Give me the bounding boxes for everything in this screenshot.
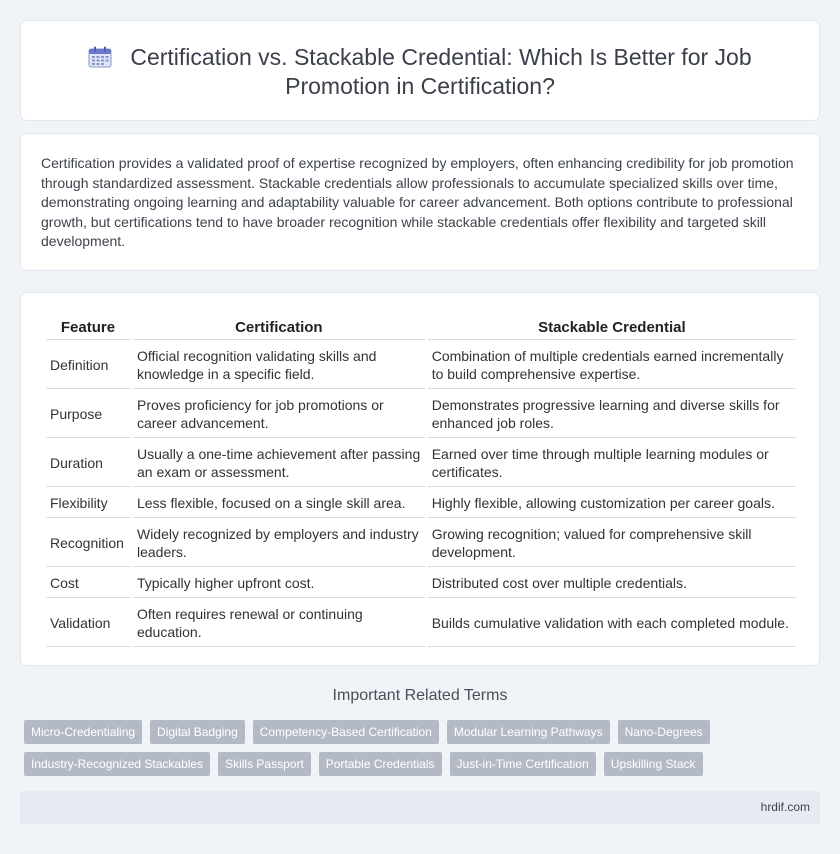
stackable-cell: Combination of multiple credentials earned incrementally to build comprehensive expertise. [428,340,796,389]
tag-industry-recognized-stackables[interactable]: Industry-Recognized Stackables [24,752,210,776]
related-terms-row-1 [24,720,824,744]
certification-cell: Less flexible, focused on a single skill area. [133,487,425,518]
comparison-table [43,315,799,647]
stackable-cell: Growing recognition; valued for comprehensive skill development. [428,518,796,567]
header-feature: Feature [46,315,130,340]
certification-cell: Usually a one-time achievement after passing an exam or assessment. [133,438,425,487]
footer-site[interactable]: hrdif.com [760,800,810,814]
feature-cell: Cost [46,567,130,598]
feature-cell: Flexibility [46,487,130,518]
page-title: Certification vs. Stackable Credential: Which Is Better for Job Promotion in Certification? [130,44,752,99]
stackable-cell: Distributed cost over multiple credentials. [428,567,796,598]
tag-portable-credentials[interactable]: Portable Credentials [319,752,442,776]
table-row [46,598,796,647]
certification-cell: Official recognition validating skills and knowledge in a specific field. [133,340,425,389]
header-certification: Certification [133,315,425,340]
related-terms-row-2 [24,752,824,776]
table-row [46,518,796,567]
related-terms-title: Important Related Terms [332,687,508,704]
summary-card [20,133,820,271]
feature-cell: Definition [46,340,130,389]
feature-cell: Duration [46,438,130,487]
certification-cell: Typically higher upfront cost. [133,567,425,598]
title-card [20,20,820,121]
table-row [46,340,796,389]
stackable-cell: Earned over time through multiple learning modules or certificates. [428,438,796,487]
stackable-cell: Demonstrates progressive learning and diverse skills for enhanced job roles. [428,389,796,438]
calendar-icon [88,46,112,68]
page-title-wrap [61,43,779,101]
comparison-table-card [20,292,820,666]
feature-cell: Validation [46,598,130,647]
stackable-cell: Builds cumulative validation with each completed module. [428,598,796,647]
tag-just-in-time-certification[interactable]: Just-in-Time Certification [450,752,596,776]
tag-digital-badging[interactable]: Digital Badging [150,720,245,744]
footer [20,791,820,824]
table-row [46,438,796,487]
certification-cell: Proves proficiency for job promotions or career advancement. [133,389,425,438]
header-stackable-credential: Stackable Credential [428,315,796,340]
tag-competency-based-certification[interactable]: Competency-Based Certification [253,720,439,744]
certification-cell: Widely recognized by employers and industry leaders. [133,518,425,567]
feature-cell: Purpose [46,389,130,438]
stackable-cell: Highly flexible, allowing customization per career goals. [428,487,796,518]
tag-micro-credentialing[interactable]: Micro-Credentialing [24,720,142,744]
table-row [46,487,796,518]
tag-upskilling-stack[interactable]: Upskilling Stack [604,752,703,776]
table-row [46,567,796,598]
table-header-row [46,315,796,340]
summary-text: Certification provides a validated proof of expertise recognized by employers, often enhancing credibility for job promotion through standardized assessment. Stackable credentials allow professionals to accumulate specialized skills over time, demonstrating ongoing learning and adaptability valuable for career advancement. Both options contribute to professional growth, but certifications tend to have broader recognition while stackable credentials offer flexibility and targeted skill development. [41,155,794,250]
feature-cell: Recognition [46,518,130,567]
tag-skills-passport[interactable]: Skills Passport [218,752,311,776]
tag-modular-learning-pathways[interactable]: Modular Learning Pathways [447,720,610,744]
tag-nano-degrees[interactable]: Nano-Degrees [618,720,710,744]
certification-cell: Often requires renewal or continuing education. [133,598,425,647]
table-row [46,389,796,438]
